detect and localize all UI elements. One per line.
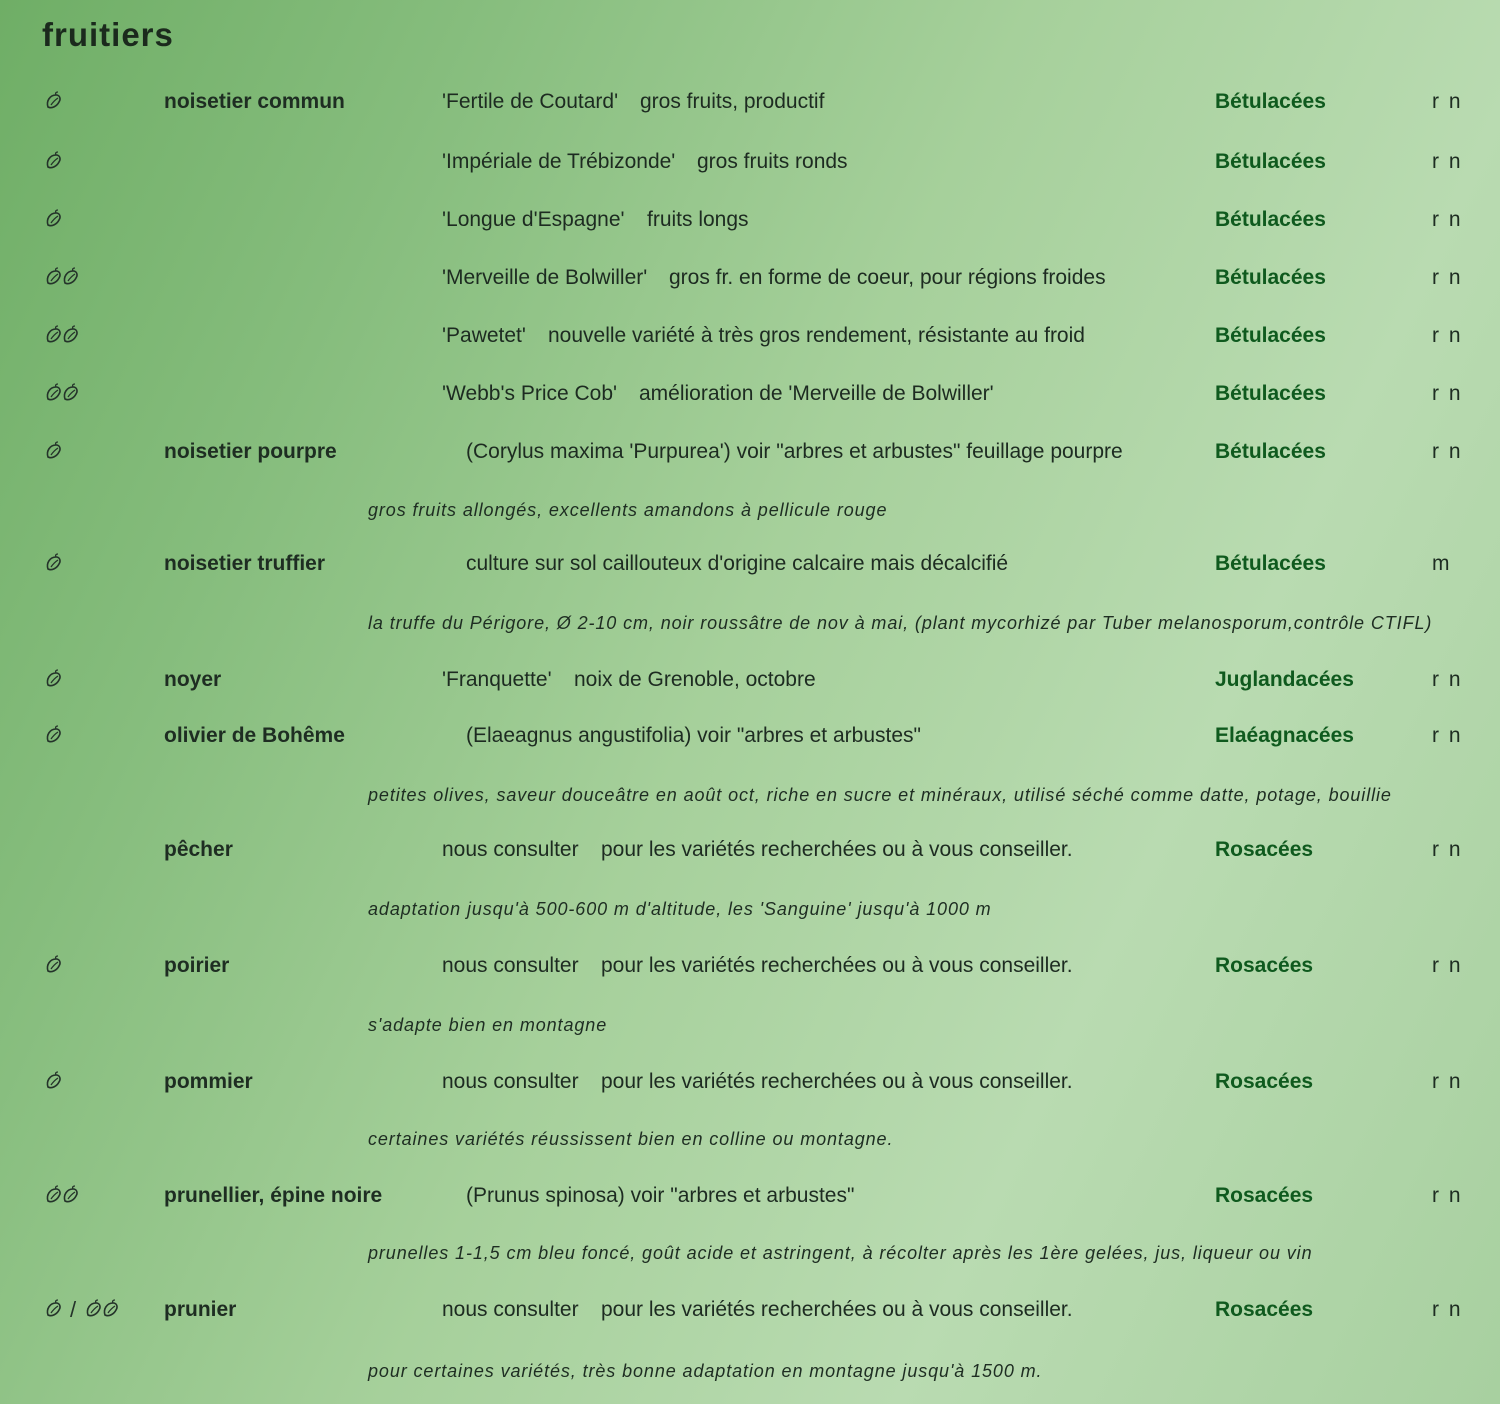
- plant-family: Bétulacées: [1215, 382, 1326, 405]
- cultivar-name: nous consulter: [442, 954, 579, 977]
- leaf-icon: [44, 1185, 61, 1207]
- plant-name: prunellier, épine noire: [164, 1184, 383, 1207]
- hardiness-icons: [44, 82, 61, 122]
- cultivar-description: nouvelle variété à très gros rendement, résistante au froid: [548, 324, 1085, 347]
- hardiness-icons: [44, 258, 78, 298]
- plant-row: [0, 82, 1500, 122]
- plant-family: Bétulacées: [1215, 90, 1326, 113]
- plant-family: Bétulacées: [1215, 266, 1326, 289]
- hardiness-icons: [44, 374, 78, 414]
- plant-row: [0, 258, 1500, 298]
- soil-code: r n: [1432, 324, 1463, 347]
- soil-code: r n: [1432, 724, 1463, 747]
- hardiness-icons: [44, 1062, 61, 1102]
- plant-family: Rosacées: [1215, 838, 1314, 861]
- hardiness-icons: [44, 660, 61, 700]
- soil-code: r n: [1432, 208, 1463, 231]
- leaf-icon: [44, 955, 61, 977]
- cultivar-description: pour les variétés recherchées ou à vous conseiller.: [601, 1298, 1073, 1321]
- plant-row: [0, 432, 1500, 472]
- soil-code: r n: [1432, 150, 1463, 173]
- soil-code: r n: [1432, 838, 1463, 861]
- plant-description: (Corylus maxima 'Purpurea') voir "arbres et arbustes" feuillage pourpre: [466, 440, 1123, 463]
- leaf-icon: [44, 91, 61, 113]
- plant-note: petites olives, saveur douceâtre en août oct, riche en sucre et minéraux, utilisé séché comme datte, potage, bouillie: [368, 785, 1392, 805]
- plant-row: [0, 374, 1500, 414]
- cultivar-name: nous consulter: [442, 1298, 579, 1321]
- soil-code: r n: [1432, 1298, 1463, 1321]
- plant-family: Bétulacées: [1215, 150, 1326, 173]
- cultivar-description: pour les variétés recherchées ou à vous conseiller.: [601, 954, 1073, 977]
- leaf-icon: [44, 1071, 61, 1093]
- plant-family: Juglandacées: [1215, 668, 1354, 691]
- leaf-icon: [44, 669, 61, 691]
- icon-separator: /: [70, 1297, 77, 1322]
- hardiness-icons: [44, 544, 61, 584]
- plant-family: Rosacées: [1215, 954, 1314, 977]
- cultivar-description: fruits longs: [647, 208, 749, 231]
- plant-row: [0, 1290, 1500, 1330]
- plant-description: culture sur sol caillouteux d'origine calcaire mais décalcifié: [466, 552, 1009, 575]
- leaf-icon: [101, 1299, 118, 1321]
- plant-description: (Prunus spinosa) voir "arbres et arbustes": [466, 1184, 855, 1207]
- leaf-icon: [44, 1299, 61, 1321]
- leaf-icon: [44, 553, 61, 575]
- plant-family: Bétulacées: [1215, 324, 1326, 347]
- leaf-icon: [61, 325, 78, 347]
- soil-code: r n: [1432, 266, 1463, 289]
- plant-row: [0, 1062, 1500, 1102]
- soil-code: m: [1432, 552, 1452, 575]
- plant-row: [0, 660, 1500, 700]
- plant-row: [0, 830, 1500, 870]
- plant-row: [0, 946, 1500, 986]
- plant-row: [0, 316, 1500, 356]
- plant-family: Bétulacées: [1215, 552, 1326, 575]
- plant-row: [0, 142, 1500, 182]
- cultivar-description: pour les variétés recherchées ou à vous conseiller.: [601, 1070, 1073, 1093]
- hardiness-icons: [44, 142, 61, 182]
- cultivar-name: nous consulter: [442, 1070, 579, 1093]
- plant-row: [0, 716, 1500, 756]
- plant-name: noisetier truffier: [164, 552, 326, 575]
- hardiness-icons: [44, 1290, 118, 1330]
- soil-code: r n: [1432, 1070, 1463, 1093]
- leaf-icon: [44, 267, 61, 289]
- cultivar-description: noix de Grenoble, octobre: [574, 668, 816, 691]
- plant-note: la truffe du Périgore, Ø 2-10 cm, noir roussâtre de nov à mai, (plant mycorhizé par Tuber melanosporum,contrôle CTIFL): [368, 613, 1433, 633]
- plant-name: noisetier commun: [164, 90, 345, 113]
- leaf-icon: [44, 383, 61, 405]
- plant-note: prunelles 1-1,5 cm bleu foncé, goût acide et astringent, à récolter après les 1ère gelées, jus, liqueur ou vin: [368, 1243, 1313, 1263]
- page-title: fruitiers: [42, 16, 174, 53]
- leaf-icon: [44, 209, 61, 231]
- plant-description: (Elaeagnus angustifolia) voir "arbres et arbustes": [466, 724, 921, 747]
- hardiness-icons: [44, 946, 61, 986]
- soil-code: r n: [1432, 90, 1463, 113]
- plant-row: [0, 544, 1500, 584]
- plant-family: Rosacées: [1215, 1298, 1314, 1321]
- cultivar-name: 'Merveille de Bolwiller': [442, 266, 648, 289]
- leaf-icon: [44, 441, 61, 463]
- cultivar-name: 'Impériale de Trébizonde': [442, 150, 676, 173]
- soil-code: r n: [1432, 440, 1463, 463]
- soil-code: r n: [1432, 668, 1463, 691]
- leaf-icon: [61, 1185, 78, 1207]
- plant-family: Rosacées: [1215, 1184, 1314, 1207]
- leaf-icon: [61, 267, 78, 289]
- cultivar-name: 'Pawetet': [442, 324, 526, 347]
- soil-code: r n: [1432, 954, 1463, 977]
- cultivar-name: 'Fertile de Coutard': [442, 90, 619, 113]
- leaf-icon: [61, 383, 78, 405]
- plant-row: [0, 1176, 1500, 1216]
- hardiness-icons: [44, 716, 61, 756]
- hardiness-icons: [44, 200, 61, 240]
- cultivar-description: gros fr. en forme de coeur, pour régions froides: [669, 266, 1106, 289]
- soil-code: r n: [1432, 382, 1463, 405]
- leaf-icon: [44, 325, 61, 347]
- plant-family: Bétulacées: [1215, 208, 1326, 231]
- plant-name: olivier de Bohême: [164, 724, 345, 747]
- leaf-icon: [84, 1299, 101, 1321]
- plant-note: adaptation jusqu'à 500-600 m d'altitude, les 'Sanguine' jusqu'à 1000 m: [368, 899, 992, 919]
- cultivar-name: nous consulter: [442, 838, 579, 861]
- cultivar-description: pour les variétés recherchées ou à vous conseiller.: [601, 838, 1073, 861]
- hardiness-icons: [44, 316, 78, 356]
- plant-name: prunier: [164, 1298, 237, 1321]
- leaf-icon: [44, 725, 61, 747]
- plant-family: Bétulacées: [1215, 440, 1326, 463]
- cultivar-name: 'Webb's Price Cob': [442, 382, 618, 405]
- plant-name: pommier: [164, 1070, 253, 1093]
- plant-row: [0, 200, 1500, 240]
- plant-note: s'adapte bien en montagne: [368, 1015, 608, 1035]
- leaf-icon: [44, 151, 61, 173]
- plant-name: pêcher: [164, 838, 233, 861]
- plant-name: poirier: [164, 954, 230, 977]
- cultivar-description: gros fruits, productif: [640, 90, 825, 113]
- hardiness-icons: [44, 1176, 78, 1216]
- cultivar-description: amélioration de 'Merveille de Bolwiller': [639, 382, 994, 405]
- plant-note: pour certaines variétés, très bonne adaptation en montagne jusqu'à 1500 m.: [368, 1361, 1043, 1381]
- plant-family: Elaéagnacées: [1215, 724, 1354, 747]
- plant-name: noisetier pourpre: [164, 440, 337, 463]
- hardiness-icons: [44, 432, 61, 472]
- cultivar-name: 'Longue d'Espagne': [442, 208, 625, 231]
- soil-code: r n: [1432, 1184, 1463, 1207]
- plant-family: Rosacées: [1215, 1070, 1314, 1093]
- plant-note: gros fruits allongés, excellents amandons à pellicule rouge: [368, 500, 888, 520]
- cultivar-description: gros fruits ronds: [697, 150, 848, 173]
- cultivar-name: 'Franquette': [442, 668, 552, 691]
- plant-name: noyer: [164, 668, 222, 691]
- plant-note: certaines variétés réussissent bien en colline ou montagne.: [368, 1129, 894, 1149]
